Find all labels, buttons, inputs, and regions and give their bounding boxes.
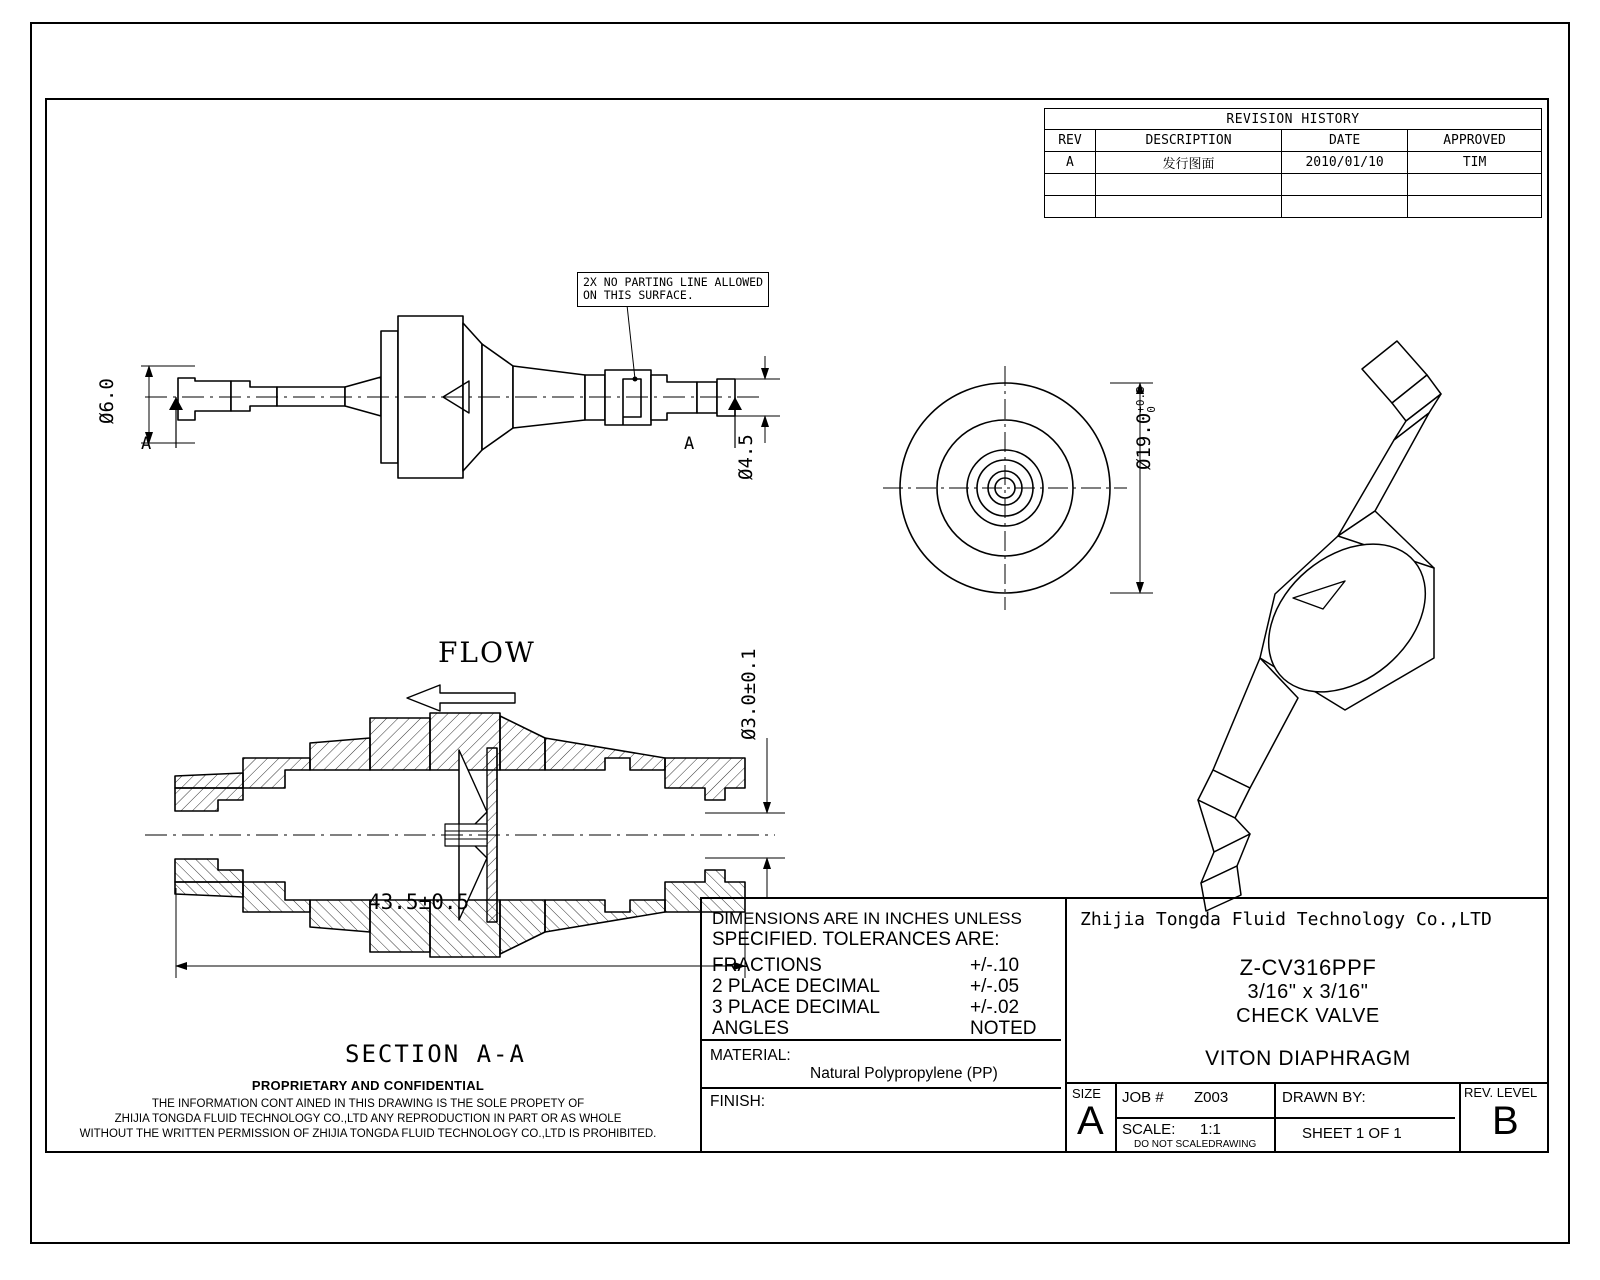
parting-line-note-line2: ON THIS SURFACE. — [583, 288, 694, 302]
title-block-divider-scale — [1115, 1117, 1455, 1119]
part-number: Z-CV316PPF — [1239, 955, 1377, 980]
revision-approved-0: TIM — [1408, 152, 1542, 174]
size-label: SIZE — [1072, 1086, 1101, 1101]
section-marker-right: A — [684, 434, 695, 454]
revision-col-rev: REV — [1045, 130, 1096, 152]
flow-label: FLOW — [438, 636, 536, 669]
part-size: 3/16" x 3/16" — [1247, 981, 1369, 1003]
tolerance-2place-value: +/-.05 — [970, 976, 1020, 997]
part-detail: VITON DIAPHRAGM — [1205, 1047, 1411, 1070]
revision-col-approved: APPROVED — [1408, 130, 1542, 152]
revision-rev-0: A — [1045, 152, 1096, 174]
tolerance-note-line1: DIMENSIONS ARE IN INCHES UNLESS — [712, 909, 1022, 928]
job-value: Z003 — [1194, 1089, 1229, 1106]
job-label: JOB # — [1122, 1089, 1164, 1106]
company-name: Zhijia Tongda Fluid Technology Co.,LTD — [1080, 909, 1492, 930]
section-caption: SECTION A-A — [345, 1040, 526, 1068]
scale-value: 1:1 — [1200, 1121, 1221, 1138]
isometric-view — [1198, 341, 1454, 911]
parting-line-note — [577, 272, 769, 307]
tolerance-fractions-value: +/-.10 — [970, 955, 1020, 976]
material-value: Natural Polypropylene (PP) — [810, 1065, 998, 1082]
finish-label: FINISH: — [710, 1093, 766, 1110]
parting-line-note-line1: 2X NO PARTING LINE ALLOWED — [583, 275, 764, 289]
tolerance-angles-value: NOTED — [970, 1018, 1037, 1039]
revision-col-date: DATE — [1282, 130, 1408, 152]
scale-label: SCALE: — [1122, 1121, 1176, 1138]
drawn-by-label: DRAWN BY: — [1282, 1089, 1366, 1106]
title-block — [700, 897, 1549, 1153]
size-value: A — [1077, 1099, 1104, 1143]
tolerance-2place-label: 2 PLACE DECIMAL — [712, 976, 880, 997]
tolerance-3place-label: 3 PLACE DECIMAL — [712, 997, 880, 1018]
proprietary-line3: WITHOUT THE WRITTEN PERMISSION OF ZHIJIA TONGDA FLUID TECHNOLOGY CO.,LTD IS PROHIBITED. — [79, 1128, 657, 1140]
dimension-label-d3: Ø3.0±0.1 — [738, 648, 760, 740]
rev-level-value: B — [1492, 1099, 1519, 1143]
dimension-label-d19 — [1133, 386, 1157, 470]
revision-description-0: 发行图面 — [1095, 152, 1281, 174]
dimension-label-d45: Ø4.5 — [735, 434, 757, 480]
dimension-label-d6: Ø6.0 — [96, 378, 118, 424]
part-type: CHECK VALVE — [1236, 1005, 1380, 1027]
title-block-divider-bottom — [1065, 1082, 1547, 1084]
material-label: MATERIAL: — [710, 1047, 791, 1064]
section-marker-left: A — [141, 434, 152, 454]
flow-arrow — [407, 685, 515, 711]
revision-history-title: REVISION HISTORY — [1045, 109, 1542, 130]
dimension-d19-tol-upper: +0.3 — [1133, 386, 1147, 413]
dimension-d19-value: Ø19.0 — [1133, 412, 1155, 470]
dimension-d45 — [735, 356, 780, 443]
revision-date-0: 2010/01/10 — [1282, 152, 1408, 174]
title-block-divider-finish — [702, 1087, 1061, 1089]
tolerance-angles-label: ANGLES — [712, 1018, 790, 1039]
proprietary-line1: THE INFORMATION CONT AINED IN THIS DRAWING IS THE SOLE PROPETY OF — [151, 1098, 585, 1110]
rev-level-label: REV. LEVEL — [1464, 1085, 1538, 1100]
sheet-label: SHEET 1 OF 1 — [1302, 1125, 1402, 1142]
tolerance-3place-value: +/-.02 — [970, 997, 1020, 1018]
proprietary-notice — [48, 1078, 688, 1142]
do-not-scale-note: DO NOT SCALEDRAWING — [1134, 1139, 1257, 1150]
proprietary-line2: ZHIJIA TONGDA FLUID TECHNOLOGY CO.,LTD ANY REPRODUCTION IN PART OR AS WHOLE — [114, 1113, 622, 1125]
title-block-divider-rev — [1459, 1082, 1461, 1151]
dimension-label-length: 43.5±0.5 — [368, 890, 470, 914]
tolerance-fractions-label: FRACTIONS — [712, 955, 822, 976]
revision-col-description: DESCRIPTION — [1095, 130, 1281, 152]
dimension-d19-tol-lower: 0 — [1144, 406, 1158, 413]
proprietary-title: PROPRIETARY AND CONFIDENTIAL — [251, 1078, 485, 1093]
tolerance-note-line2: SPECIFIED. TOLERANCES ARE: — [712, 929, 1000, 950]
